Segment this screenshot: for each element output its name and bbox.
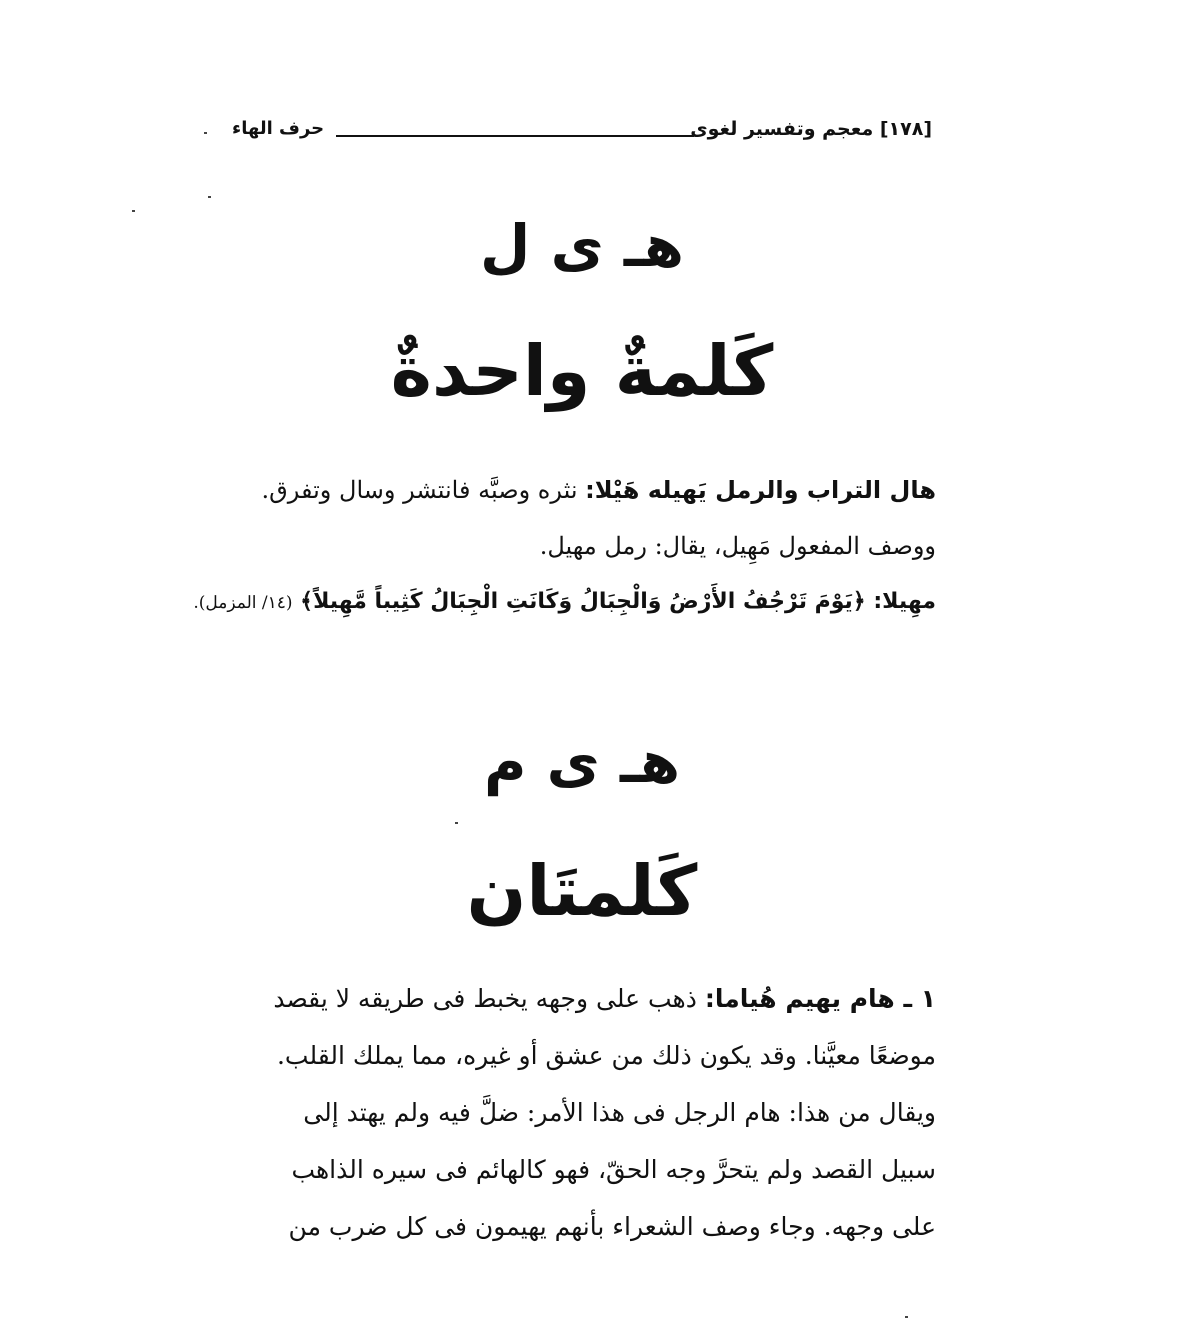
entry2-line-2: موضعًا معيَّنا. وقد يكون ذلك من عشق أو غيره، مما يملك القلب. <box>276 1041 936 1070</box>
entry1-verse-line <box>193 574 936 631</box>
entry1-verse: ﴿يَوْمَ تَرْجُفُ الأَرْضُ وَالْجِبَالُ وَكَانَتِ الْجِبَالُ كَثِيباً مَّهِيلاً﴾ <box>292 589 874 614</box>
scan-speck <box>132 210 135 212</box>
entry2-lead: ١ ـ هام يهيم هُياما: <box>704 984 936 1013</box>
header-section: حرف الهاء <box>232 118 325 139</box>
entry2-body <box>222 970 936 1255</box>
header-title: [١٧٨] معجم وتفسير لغوى <box>690 118 932 140</box>
entry2-line-1-rest: ذهب على وجهه يخبط فى طريقه لا يقصد <box>273 984 705 1013</box>
scan-speck <box>905 1316 908 1318</box>
entry1-body <box>193 462 936 631</box>
entry1-lead-rest: نثره وصبَّه فانتشر وسال وتفرق. <box>261 476 586 504</box>
scan-speck <box>455 822 458 824</box>
entry2-line-4: سبيل القصد ولم يتحرَّ وجه الحقّ، فهو كالهائم فى سيره الذاهب <box>291 1155 936 1184</box>
entry1-verse-ref: (١٤/ المزمل). <box>193 593 293 613</box>
entry1-verse-lead: مهِيلا: <box>873 589 936 614</box>
entry2-line-3: ويقال من هذا: هام الرجل فى هذا الأمر: ضلَّ فيه ولم يهتد إلى <box>303 1098 936 1127</box>
entry1-line-1 <box>222 462 936 518</box>
entry2-line-1 <box>222 970 936 1027</box>
entry2-word-count: كَلمتَان <box>466 850 698 932</box>
entry1-word-count: كَلمةٌ واحدةٌ <box>390 330 774 412</box>
entry1-root: هـ ى ل <box>480 212 684 280</box>
scan-speck <box>204 132 207 134</box>
entry1-lead: هال التراب والرمل يَهيله هَيْلا: <box>585 476 936 504</box>
entry2-line-5: على وجهه. وجاء وصف الشعراء بأنهم يهيمون فى كل ضرب من <box>288 1212 936 1241</box>
entry2-root: هـ ى م <box>483 728 681 796</box>
scan-speck <box>208 196 211 198</box>
running-header <box>232 118 932 152</box>
header-rule <box>336 135 694 137</box>
entry1-line-2: ووصف المفعول مَهِيل، يقال: رمل مهيل. <box>539 532 936 560</box>
